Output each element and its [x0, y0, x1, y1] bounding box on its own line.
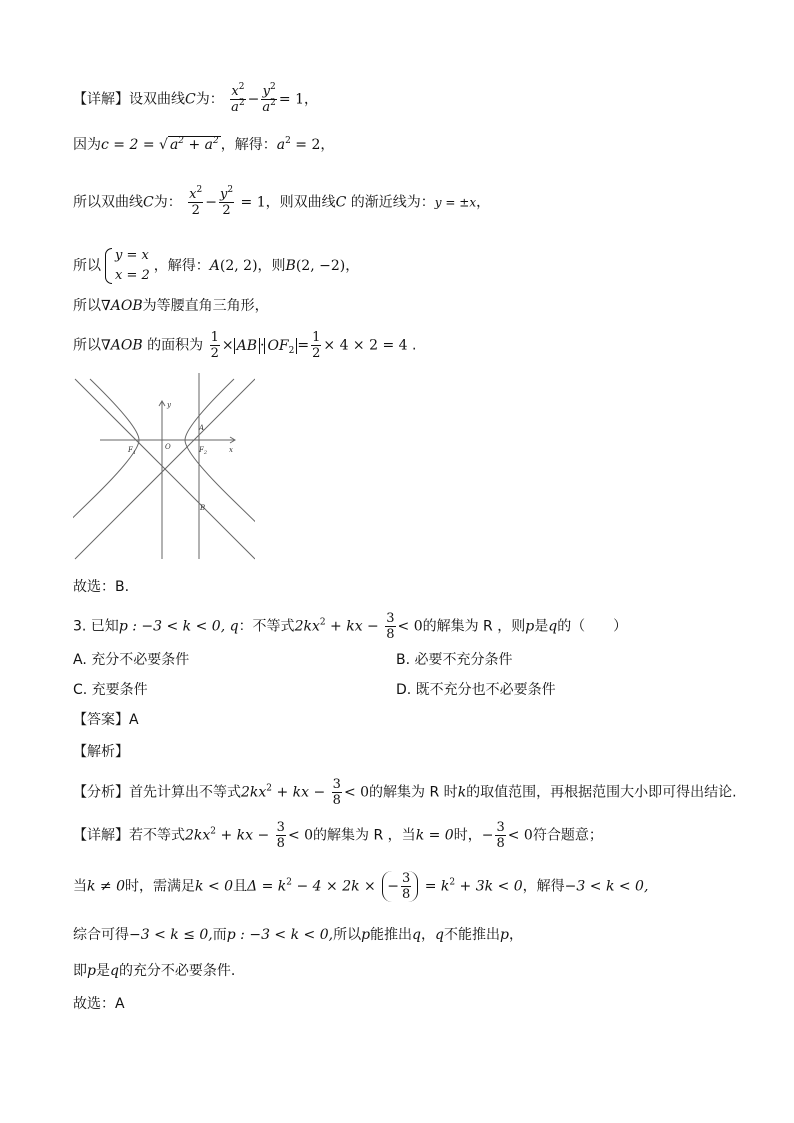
math: : −3 < k < 0,: [235, 927, 334, 943]
denominator: 8: [386, 627, 395, 642]
detail-q3-line-2: 当k ≠ 0时，需满足k < 0且$\Delta = k^2 - 4 \times 2k$ × − $\frac{3}{8}$ = $k^2 + 3k < 0$，解得−3 < k < 0,: [73, 871, 649, 902]
text: ，: [508, 927, 523, 943]
text: 是: [534, 618, 549, 635]
var-p: p: [87, 963, 96, 979]
denominator: 8: [332, 793, 341, 808]
text: 时，需满足: [125, 878, 196, 895]
math: = 1: [278, 91, 304, 108]
numerator: 3: [332, 777, 341, 792]
fraction-3-8: [332, 777, 342, 808]
text: ，解得：: [153, 258, 210, 274]
text: 符合题意；: [532, 827, 603, 844]
system-row-2: x = 2: [115, 268, 150, 283]
math: k < 0: [195, 878, 234, 895]
text: 综合可得: [73, 927, 129, 943]
var-a: a: [231, 100, 239, 115]
text: ，: [345, 258, 360, 274]
final-choice: 故选：A: [73, 996, 125, 1012]
math: + kx −: [325, 618, 384, 635]
text: 因为: [73, 137, 101, 153]
text: 为等腰直角三角形，: [142, 298, 269, 314]
sqrt-content: $a^2 + a^2$: [169, 136, 219, 153]
fraction-half: [210, 330, 220, 361]
detail-line-2: 因为c = 2 = √ $a^2 + a^2$ ，解得：$a^2 = 2$，: [73, 136, 335, 153]
math: = 1: [236, 194, 266, 211]
option-c: C. 充要条件: [73, 682, 148, 698]
denominator: 8: [496, 836, 505, 851]
math-C: C: [335, 194, 347, 211]
math: k = 0: [415, 827, 454, 844]
fraction-x2-2: $\frac{x^2}{2}$: [189, 185, 203, 218]
denominator: 8: [276, 836, 285, 851]
option-d: D. 既不充分也不必要条件: [396, 682, 556, 698]
var-q: q: [435, 927, 444, 943]
fraction-3-8: [385, 611, 395, 642]
var-p: p: [118, 618, 128, 635]
text: 是: [95, 963, 110, 979]
math: < 0: [343, 784, 370, 801]
fraction-y2-a2: $\frac{y^2}{a^2}$: [262, 82, 276, 115]
subscript: 2: [288, 345, 295, 356]
point-A: A: [209, 258, 220, 274]
var-q: q: [412, 927, 422, 943]
abs-OF2: [264, 338, 297, 354]
math: : −3 < k < 0,: [127, 618, 230, 635]
text: ，: [476, 194, 491, 211]
var-a: a: [262, 100, 271, 115]
var-a: a: [169, 137, 179, 153]
var-x: x: [231, 84, 239, 99]
detail-q3-line-3: [73, 925, 523, 945]
math: 2kx: [294, 618, 320, 635]
text: ，则: [257, 258, 286, 274]
math: − 4 × 2k ×: [292, 878, 381, 895]
text: 所以: [73, 298, 101, 314]
var-p: p: [226, 927, 236, 943]
numerator: 3: [401, 871, 411, 886]
var-p: p: [361, 927, 371, 943]
text: 当: [73, 878, 87, 895]
var-p: p: [499, 927, 509, 943]
text: 若不等式: [129, 827, 185, 844]
math: = 2: [290, 137, 321, 153]
text: 的解集为 R 时: [369, 784, 458, 801]
focus-F2-label: $F_2$: [199, 446, 208, 456]
right-branch: [185, 379, 255, 537]
numerator: 3: [496, 820, 505, 835]
math: + 3k < 0: [455, 878, 523, 895]
math: (2, 2): [219, 258, 258, 274]
text: 所以: [333, 927, 362, 943]
text: 所以: [73, 337, 101, 354]
option-b: B. 必要不充分条件: [396, 652, 513, 668]
equation-system: [105, 246, 150, 286]
text: ，解得: [522, 878, 565, 895]
text: 的取值范围，再根据范围大小即可得出结论.: [466, 784, 737, 801]
var-y: y: [219, 187, 228, 202]
fraction-3-8: [495, 820, 505, 851]
hyperbola-plot: [73, 373, 255, 561]
text: 首先计算出不等式: [129, 784, 241, 801]
math: + kx −: [216, 827, 274, 844]
detail-line-5: [73, 296, 269, 316]
axis-label-y: y: [167, 401, 171, 409]
text: 即: [73, 963, 87, 979]
parenthesized-fraction: [382, 871, 418, 902]
text: 为：: [153, 194, 182, 211]
var-a: a: [276, 137, 286, 153]
math: 2kx: [241, 784, 267, 801]
detail-line-1: 【详解】设双曲线C为： $\frac{x^2}{a^2}$ − $\frac{y^2}{a^2}$ = 1，: [73, 82, 318, 115]
var-y: y: [262, 84, 270, 99]
text: 而: [212, 927, 227, 943]
text: 的解集为 R ，则: [422, 618, 526, 635]
text: 的面积为: [142, 337, 208, 354]
text: 且: [233, 878, 248, 895]
detail-line-6: 所以∇AOB 的面积为 $\frac{1}{2}$ × AB · $OF_2$ = $\frac{1}{2}$ × 4 × 2 = 4 .: [73, 330, 417, 361]
analysis-line: 【解析】: [73, 744, 129, 760]
text: ，: [320, 137, 335, 153]
detail-q3-line-1: 【详解】若不等式$2kx^2$ + kx − $\frac{3}{8}$ < 0的解集为 R ，当k = 0时，− $\frac{3}{8}$ < 0符合题意；: [73, 820, 603, 851]
math: = k: [420, 878, 450, 895]
analysis-tag: 【分析】: [73, 784, 129, 801]
math: +: [184, 137, 205, 153]
fraction-y2-2: $\frac{y^2}{2}$: [219, 185, 234, 218]
detail-line-4: [73, 246, 359, 286]
math: =: [297, 337, 310, 354]
math: k ≠ 0: [87, 878, 126, 895]
numerator: 3: [386, 611, 395, 626]
point-A-label: A: [199, 424, 205, 432]
text: 设双曲线: [129, 91, 185, 108]
math: < 0: [397, 618, 423, 635]
var-k: k: [457, 784, 467, 801]
math: (2, −2): [295, 258, 346, 274]
math: 2kx: [185, 827, 211, 844]
detail-line-3: 所以双曲线C为： $\frac{x^2}{2}$ − $\frac{y^2}{2}$ = 1，则双曲线C 的渐近线为：y = ±x，: [73, 185, 491, 218]
math: < 0: [287, 827, 314, 844]
denominator: 2: [312, 346, 321, 361]
text: ，: [304, 91, 318, 108]
math: Δ = k: [247, 878, 287, 895]
math-C: C: [185, 91, 196, 108]
math: −: [387, 878, 399, 895]
hyperbola-figure: [73, 373, 255, 561]
math: −3 < k ≤ 0,: [129, 927, 213, 943]
numerator: 3: [276, 820, 285, 835]
denominator: 2: [222, 203, 231, 218]
text: 的（ ）: [557, 618, 628, 635]
text: ，则双曲线: [265, 194, 336, 211]
origin-label: O: [165, 443, 171, 451]
text: 的充分不必要条件.: [118, 963, 236, 979]
text: 的解集为 R ，当: [313, 827, 416, 844]
text: ：不等式: [238, 618, 295, 635]
text: 3. 已知: [73, 618, 119, 635]
math-C: C: [143, 194, 154, 211]
point-B-label: B: [200, 504, 206, 512]
detail-tag: 【详解】: [73, 91, 129, 108]
detail-q3-line-4: [73, 961, 235, 981]
numerator: 1: [312, 330, 321, 345]
math: −3 < k < 0,: [564, 878, 649, 895]
text: 能推出: [370, 927, 413, 943]
math-triangle: ∇AOB: [101, 337, 143, 354]
system-row-1: y = x: [115, 248, 149, 263]
left-branch: [73, 379, 139, 537]
text: 所以双曲线: [73, 194, 143, 211]
numerator: 1: [210, 330, 219, 345]
denominator: 2: [210, 346, 219, 361]
math: < 0: [507, 827, 533, 844]
detail-tag: 【详解】: [73, 827, 129, 844]
text: ，: [421, 927, 436, 943]
math: −: [481, 827, 494, 844]
focus-F1-label: $F_1$: [128, 446, 137, 456]
choice-line: 故选：B.: [73, 579, 130, 595]
text: 时，: [453, 827, 482, 844]
var-q: q: [229, 618, 239, 635]
point-B: B: [285, 258, 296, 274]
text: ，解得：: [220, 137, 277, 153]
text: 的渐近线为：: [346, 194, 435, 211]
math-asymptote: y = ±x: [434, 195, 477, 210]
text: 为：: [195, 91, 224, 108]
denominator: 2: [191, 203, 200, 218]
text: .: [407, 337, 417, 354]
option-a: A. 充分不必要条件: [73, 652, 190, 668]
var-q: q: [548, 618, 558, 635]
var-x: x: [189, 187, 197, 202]
denominator: 8: [401, 887, 411, 902]
question-3: 3. 已知p : −3 < k < 0, q：不等式$2kx^2$ + kx − $\frac{3}{8}$ < 0的解集为 R ，则p是q的（ ）: [73, 611, 628, 642]
text: 不能推出: [443, 927, 500, 943]
var-q: q: [109, 963, 119, 979]
var-OF: OF: [267, 337, 289, 354]
abs-AB: AB: [234, 338, 260, 354]
answer-line: 【答案】A: [73, 712, 139, 728]
fraction-half: [311, 330, 321, 361]
analysis-summary: 【分析】首先计算出不等式$2kx^2$ + kx − $\frac{3}{8}$ < 0的解集为 R 时k的取值范围，再根据范围大小即可得出结论.: [73, 777, 737, 808]
var-p: p: [525, 618, 535, 635]
math-triangle: ∇AOB: [101, 298, 143, 314]
fraction-3-8: [276, 820, 286, 851]
math-c-eq: c = 2 =: [101, 137, 160, 153]
fraction-3-8: [401, 871, 411, 902]
math: × 4 × 2 = 4: [323, 337, 408, 354]
text: 所以: [73, 258, 101, 274]
fraction-x2-a2: $\frac{x^2}{a^2}$: [231, 82, 245, 115]
sqrt-sign: √: [159, 137, 168, 153]
math: + kx −: [272, 784, 330, 801]
var-a: a: [204, 137, 214, 153]
axis-label-x: x: [229, 446, 233, 454]
